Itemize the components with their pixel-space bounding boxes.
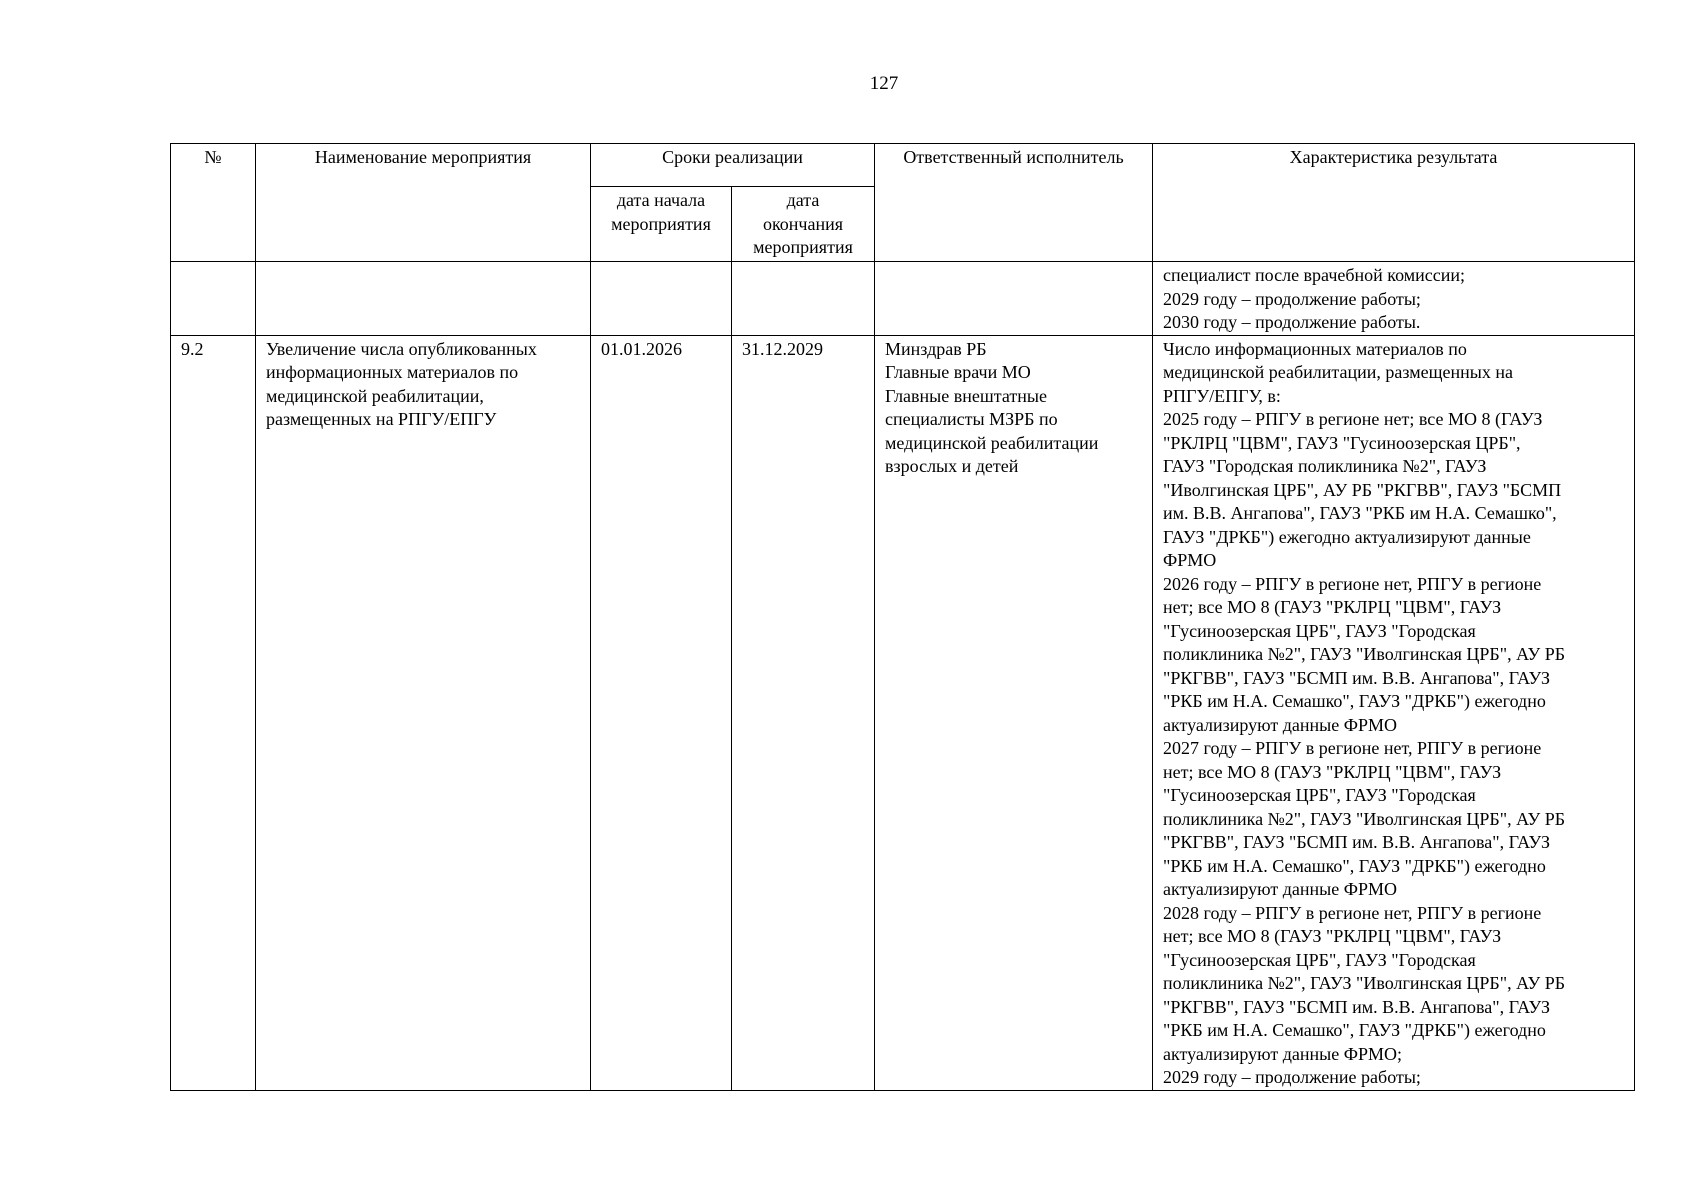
cell-end: 31.12.2029 <box>732 335 875 1090</box>
text-line: актуализируют данные ФРМО <box>1163 714 1397 735</box>
header-start-line: мероприятия <box>611 213 711 234</box>
text-line: 2028 году – РПГУ в регионе нет, РПГУ в регионе <box>1163 902 1542 923</box>
text-line: "Гусиноозерская ЦРБ", ГАУЗ "Городская <box>1163 620 1476 641</box>
text-line: "РКБ им Н.А. Семашко", ГАУЗ "ДРКБ") ежегодно <box>1163 855 1546 876</box>
text-line: "Иволгинская ЦРБ", АУ РБ "РКГВВ", ГАУЗ "БСМП <box>1163 479 1562 500</box>
text-line: 2026 году – РПГУ в регионе нет, РПГУ в регионе <box>1163 573 1542 594</box>
cell-responsible <box>875 262 1153 336</box>
text-line: ГАУЗ "Городская поликлиника №2", ГАУЗ <box>1163 456 1487 476</box>
text-line: 2030 году – продолжение работы. <box>1163 312 1421 332</box>
header-end-line: мероприятия <box>753 237 853 257</box>
text-line: "РКГВВ", ГАУЗ "БСМП им. В.В. Ангапова", ГАУЗ <box>1163 832 1551 852</box>
header-activity-name: Наименование мероприятия <box>256 144 591 262</box>
text-line: 2027 году – РПГУ в регионе нет, РПГУ в регионе <box>1163 738 1542 758</box>
text-line: взрослых и детей <box>885 456 1019 476</box>
text-line: ГАУЗ "ДРКБ") ежегодно актуализируют данные <box>1163 526 1531 547</box>
header-start-date <box>591 187 732 262</box>
text-line: медицинской реабилитации, <box>266 385 484 406</box>
text-line: медицинской реабилитации, размещенных на <box>1163 362 1513 382</box>
cell-name <box>256 262 591 336</box>
text-line: поликлиника №2", ГАУЗ "Иволгинская ЦРБ", АУ РБ <box>1163 644 1566 664</box>
text-line: нет; все МО 8 (ГАУЗ "РКЛРЦ "ЦВМ", ГАУЗ <box>1163 761 1502 782</box>
text-line: Минздрав РБ <box>885 338 987 359</box>
text-line: 2025 году – РПГУ в регионе нет; все МО 8 (ГАУЗ <box>1163 409 1543 429</box>
text-line: 2029 году – продолжение работы; <box>1163 1067 1421 1087</box>
page-number: 127 <box>869 73 899 94</box>
header-start-line: дата начала <box>616 190 706 210</box>
text-line: "РКБ им Н.А. Семашко", ГАУЗ "ДРКБ") ежегодно <box>1163 1020 1546 1040</box>
cell-num: 9.2 <box>171 335 256 1090</box>
cell-start <box>591 262 732 336</box>
text-line: 2029 году – продолжение работы; <box>1163 288 1421 309</box>
text-line: им. В.В. Ангапова", ГАУЗ "РКБ им Н.А. Семашко", <box>1163 503 1557 523</box>
table-row-continued <box>171 262 1635 336</box>
text-line: Главные врачи МО <box>885 362 1031 382</box>
header-end-line: дата <box>786 190 820 210</box>
activities-table <box>170 143 1635 1091</box>
text-line: специалист после врачебной комиссии; <box>1163 265 1466 285</box>
cell-responsible <box>875 335 1153 1090</box>
header-row <box>171 144 1635 187</box>
text-line: "РКГВВ", ГАУЗ "БСМП им. В.В. Ангапова", ГАУЗ <box>1163 996 1551 1017</box>
text-line: Число информационных материалов по <box>1163 338 1467 359</box>
text-line: "РКБ им Н.А. Семашко", ГАУЗ "ДРКБ") ежегодно <box>1163 691 1546 711</box>
text-line: Увеличение числа опубликованных <box>266 338 537 359</box>
text-line: медицинской реабилитации <box>885 432 1099 453</box>
text-line: размещенных на РПГУ/ЕПГУ <box>266 409 497 429</box>
table-row-9-2 <box>171 335 1635 1090</box>
header-result: Характеристика результата <box>1153 144 1635 262</box>
text-line: актуализируют данные ФРМО <box>1163 879 1397 899</box>
text-line: специалисты МЗРБ по <box>885 409 1058 429</box>
cell-name <box>256 335 591 1090</box>
text-line: нет; все МО 8 (ГАУЗ "РКЛРЦ "ЦВМ", ГАУЗ <box>1163 597 1502 617</box>
header-responsible: Ответственный исполнитель <box>875 144 1153 262</box>
text-line: "РКГВВ", ГАУЗ "БСМП им. В.В. Ангапова", ГАУЗ <box>1163 667 1551 688</box>
text-line: РПГУ/ЕПГУ, в: <box>1163 385 1281 406</box>
text-line: "Гусиноозерская ЦРБ", ГАУЗ "Городская <box>1163 785 1476 805</box>
header-end-date <box>732 187 875 262</box>
header-end-line: окончания <box>762 213 844 234</box>
cell-result <box>1153 262 1635 336</box>
cell-start: 01.01.2026 <box>591 335 732 1090</box>
text-line: актуализируют данные ФРМО; <box>1163 1043 1402 1064</box>
text-line: Главные внештатные <box>885 385 1047 406</box>
text-line: "РКЛРЦ "ЦВМ", ГАУЗ "Гусиноозерская ЦРБ", <box>1163 432 1521 453</box>
text-line: "Гусиноозерская ЦРБ", ГАУЗ "Городская <box>1163 949 1476 970</box>
text-line: ФРМО <box>1163 550 1217 570</box>
header-implementation-period: Сроки реализации <box>591 144 875 187</box>
header-num: № <box>171 144 256 262</box>
text-line: нет; все МО 8 (ГАУЗ "РКЛРЦ "ЦВМ", ГАУЗ <box>1163 926 1502 946</box>
text-line: информационных материалов по <box>266 362 519 382</box>
text-line: поликлиника №2", ГАУЗ "Иволгинская ЦРБ", АУ РБ <box>1163 973 1566 993</box>
cell-result <box>1153 335 1635 1090</box>
cell-end <box>732 262 875 336</box>
cell-num <box>171 262 256 336</box>
text-line: поликлиника №2", ГАУЗ "Иволгинская ЦРБ", АУ РБ <box>1163 808 1566 829</box>
